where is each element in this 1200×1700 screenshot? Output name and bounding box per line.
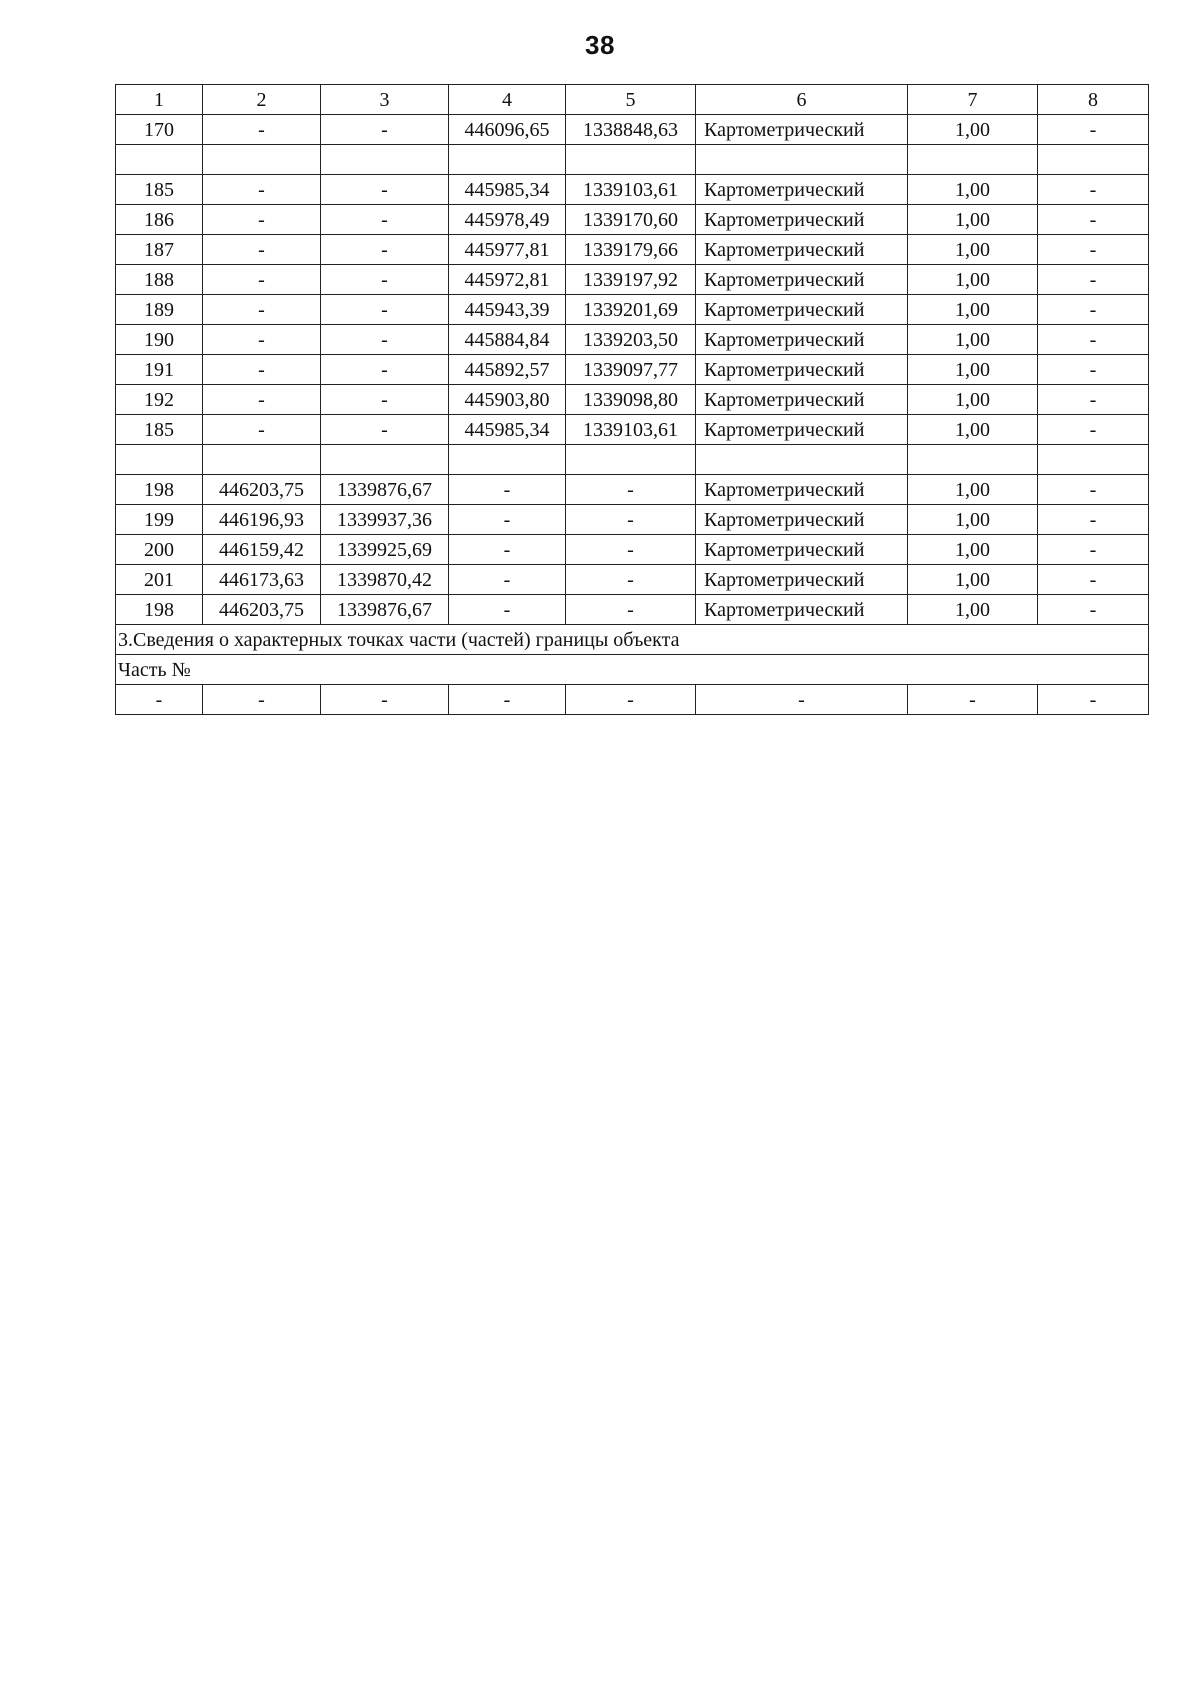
table-cell	[116, 445, 203, 475]
table-cell: -	[1038, 175, 1149, 205]
table-row	[116, 295, 1149, 325]
part-label-row	[116, 655, 1149, 685]
table-cell: 1,00	[908, 535, 1038, 565]
table-cell: -	[566, 505, 696, 535]
table-cell: 1339197,92	[566, 265, 696, 295]
table-cell: 201	[116, 565, 203, 595]
table-cell: -	[116, 685, 203, 715]
table-cell: -	[203, 355, 321, 385]
part-label: Часть №	[116, 655, 1149, 685]
table-cell	[449, 445, 566, 475]
table-cell	[1038, 445, 1149, 475]
table-cell	[116, 145, 203, 175]
table-cell	[566, 145, 696, 175]
table-cell: 170	[116, 115, 203, 145]
table-cell: -	[321, 415, 449, 445]
table-row	[116, 235, 1149, 265]
table-cell: 445972,81	[449, 265, 566, 295]
table-cell: 446173,63	[203, 565, 321, 595]
table-cell	[566, 445, 696, 475]
table-row	[116, 265, 1149, 295]
table-cell: 1339876,67	[321, 595, 449, 625]
table-cell: -	[203, 265, 321, 295]
table-cell: 1,00	[908, 595, 1038, 625]
table-cell: 1339876,67	[321, 475, 449, 505]
table-cell: 445978,49	[449, 205, 566, 235]
table-cell: 189	[116, 295, 203, 325]
table-cell: Картометрический	[696, 265, 908, 295]
table-cell: 1339103,61	[566, 415, 696, 445]
table-row	[116, 385, 1149, 415]
table-cell: Картометрический	[696, 355, 908, 385]
table-cell: 1,00	[908, 565, 1038, 595]
table-cell: -	[566, 535, 696, 565]
table-cell: Картометрический	[696, 115, 908, 145]
table-cell: -	[1038, 115, 1149, 145]
table-cell: -	[1038, 355, 1149, 385]
table-cell	[696, 145, 908, 175]
header-cell: 8	[1038, 85, 1149, 115]
table-cell: 198	[116, 595, 203, 625]
table-cell: -	[449, 505, 566, 535]
table-cell: 1,00	[908, 475, 1038, 505]
table-cell: 1,00	[908, 235, 1038, 265]
table-cell: -	[1038, 295, 1149, 325]
table-cell: -	[449, 685, 566, 715]
table-cell: 1339098,80	[566, 385, 696, 415]
table-row	[116, 475, 1149, 505]
header-cell: 1	[116, 85, 203, 115]
table-cell: -	[321, 205, 449, 235]
table-cell: 445985,34	[449, 175, 566, 205]
table-cell	[203, 145, 321, 175]
table-cell: -	[1038, 265, 1149, 295]
table-cell: 1,00	[908, 265, 1038, 295]
table-cell: -	[449, 565, 566, 595]
header-cell: 4	[449, 85, 566, 115]
table-cell: Картометрический	[696, 475, 908, 505]
table-cell: 1339870,42	[321, 565, 449, 595]
table-cell: 445892,57	[449, 355, 566, 385]
table-cell: 1339103,61	[566, 175, 696, 205]
table-row	[116, 505, 1149, 535]
table-cell: -	[203, 295, 321, 325]
table-row	[116, 565, 1149, 595]
table-cell: 445977,81	[449, 235, 566, 265]
table-cell: -	[203, 325, 321, 355]
table-row	[116, 325, 1149, 355]
table-cell: -	[321, 295, 449, 325]
table-cell	[321, 145, 449, 175]
table-cell: 188	[116, 265, 203, 295]
table-cell: Картометрический	[696, 325, 908, 355]
table-cell: -	[203, 205, 321, 235]
header-cell: 3	[321, 85, 449, 115]
table-cell: 446096,65	[449, 115, 566, 145]
table-cell: 445985,34	[449, 415, 566, 445]
table-cell: 186	[116, 205, 203, 235]
table-row	[116, 535, 1149, 565]
table-cell: -	[1038, 385, 1149, 415]
table-cell: -	[566, 685, 696, 715]
table-row	[116, 415, 1149, 445]
section-title-row	[116, 625, 1149, 655]
table-cell	[321, 445, 449, 475]
table-cell: -	[449, 595, 566, 625]
table-cell: Картометрический	[696, 175, 908, 205]
table-cell: -	[203, 235, 321, 265]
table-cell: -	[203, 685, 321, 715]
table-cell: 446203,75	[203, 595, 321, 625]
table-cell: 191	[116, 355, 203, 385]
table-cell: 1339201,69	[566, 295, 696, 325]
coordinates-table	[115, 84, 1149, 715]
table-cell: 187	[116, 235, 203, 265]
table-cell: Картометрический	[696, 205, 908, 235]
part-row	[116, 685, 1149, 715]
header-cell: 6	[696, 85, 908, 115]
table-cell: -	[566, 475, 696, 505]
table-cell: 445884,84	[449, 325, 566, 355]
table-cell: -	[203, 175, 321, 205]
header-cell: 5	[566, 85, 696, 115]
table-cell: Картометрический	[696, 385, 908, 415]
table-cell: 192	[116, 385, 203, 415]
table-row	[116, 115, 1149, 145]
table-cell: -	[321, 385, 449, 415]
table-cell: 446159,42	[203, 535, 321, 565]
table-cell: Картометрический	[696, 565, 908, 595]
section-title: 3.Сведения о характерных точках части (частей) границы объекта	[116, 625, 1149, 655]
table-cell: 1339097,77	[566, 355, 696, 385]
table-cell: 190	[116, 325, 203, 355]
header-cell: 7	[908, 85, 1038, 115]
table-cell: -	[449, 475, 566, 505]
table-cell: -	[1038, 535, 1149, 565]
table-cell: -	[566, 595, 696, 625]
table-cell	[203, 445, 321, 475]
header-cell: 2	[203, 85, 321, 115]
table-cell: 446203,75	[203, 475, 321, 505]
table-cell: -	[321, 235, 449, 265]
table-cell: -	[1038, 565, 1149, 595]
table-cell: -	[1038, 415, 1149, 445]
table-spacer-row	[116, 445, 1149, 475]
table-cell: -	[321, 265, 449, 295]
table-cell: 1,00	[908, 385, 1038, 415]
table-cell: 199	[116, 505, 203, 535]
table-cell: -	[1038, 475, 1149, 505]
table-cell: 1,00	[908, 325, 1038, 355]
table-cell: -	[1038, 325, 1149, 355]
table-cell: Картометрический	[696, 505, 908, 535]
table-cell: 1339937,36	[321, 505, 449, 535]
table-cell: -	[908, 685, 1038, 715]
table-cell	[908, 445, 1038, 475]
table-cell: 198	[116, 475, 203, 505]
table-cell: -	[203, 415, 321, 445]
table-cell	[1038, 145, 1149, 175]
table-cell: 1339203,50	[566, 325, 696, 355]
table-cell: 1,00	[908, 115, 1038, 145]
table-cell: Картометрический	[696, 295, 908, 325]
table-cell: -	[449, 535, 566, 565]
table-cell: -	[1038, 205, 1149, 235]
table-cell: 1,00	[908, 175, 1038, 205]
table-cell: 185	[116, 415, 203, 445]
table-cell: -	[696, 685, 908, 715]
table-cell: -	[1038, 505, 1149, 535]
table-cell: -	[321, 325, 449, 355]
table-cell: -	[1038, 685, 1149, 715]
table-cell: -	[321, 175, 449, 205]
table-cell: 1,00	[908, 295, 1038, 325]
table-cell: 446196,93	[203, 505, 321, 535]
table-cell: Картометрический	[696, 595, 908, 625]
table-cell: 200	[116, 535, 203, 565]
table-cell: -	[321, 355, 449, 385]
table-cell: 1,00	[908, 355, 1038, 385]
table-cell: Картометрический	[696, 235, 908, 265]
table-cell: 1339179,66	[566, 235, 696, 265]
table-cell: 1338848,63	[566, 115, 696, 145]
table-cell: 1339925,69	[321, 535, 449, 565]
table-cell	[696, 445, 908, 475]
table-cell	[449, 145, 566, 175]
table-cell: Картометрический	[696, 535, 908, 565]
table-cell: -	[1038, 235, 1149, 265]
page-number: 38	[585, 30, 615, 60]
table-cell: -	[566, 565, 696, 595]
table-row	[116, 175, 1149, 205]
table-row	[116, 355, 1149, 385]
table-cell: -	[321, 685, 449, 715]
table-row	[116, 205, 1149, 235]
table-cell: -	[203, 385, 321, 415]
table-cell: 1,00	[908, 505, 1038, 535]
table-cell: -	[1038, 595, 1149, 625]
table-cell	[908, 145, 1038, 175]
table-cell: 445903,80	[449, 385, 566, 415]
table-cell: -	[321, 115, 449, 145]
table-cell: Картометрический	[696, 415, 908, 445]
table-spacer-row	[116, 145, 1149, 175]
table-cell: 1,00	[908, 205, 1038, 235]
table-cell: -	[203, 115, 321, 145]
table-cell: 1,00	[908, 415, 1038, 445]
table-cell: 1339170,60	[566, 205, 696, 235]
table-header-row	[116, 85, 1149, 115]
table-cell: 445943,39	[449, 295, 566, 325]
table-cell: 185	[116, 175, 203, 205]
table-row	[116, 595, 1149, 625]
